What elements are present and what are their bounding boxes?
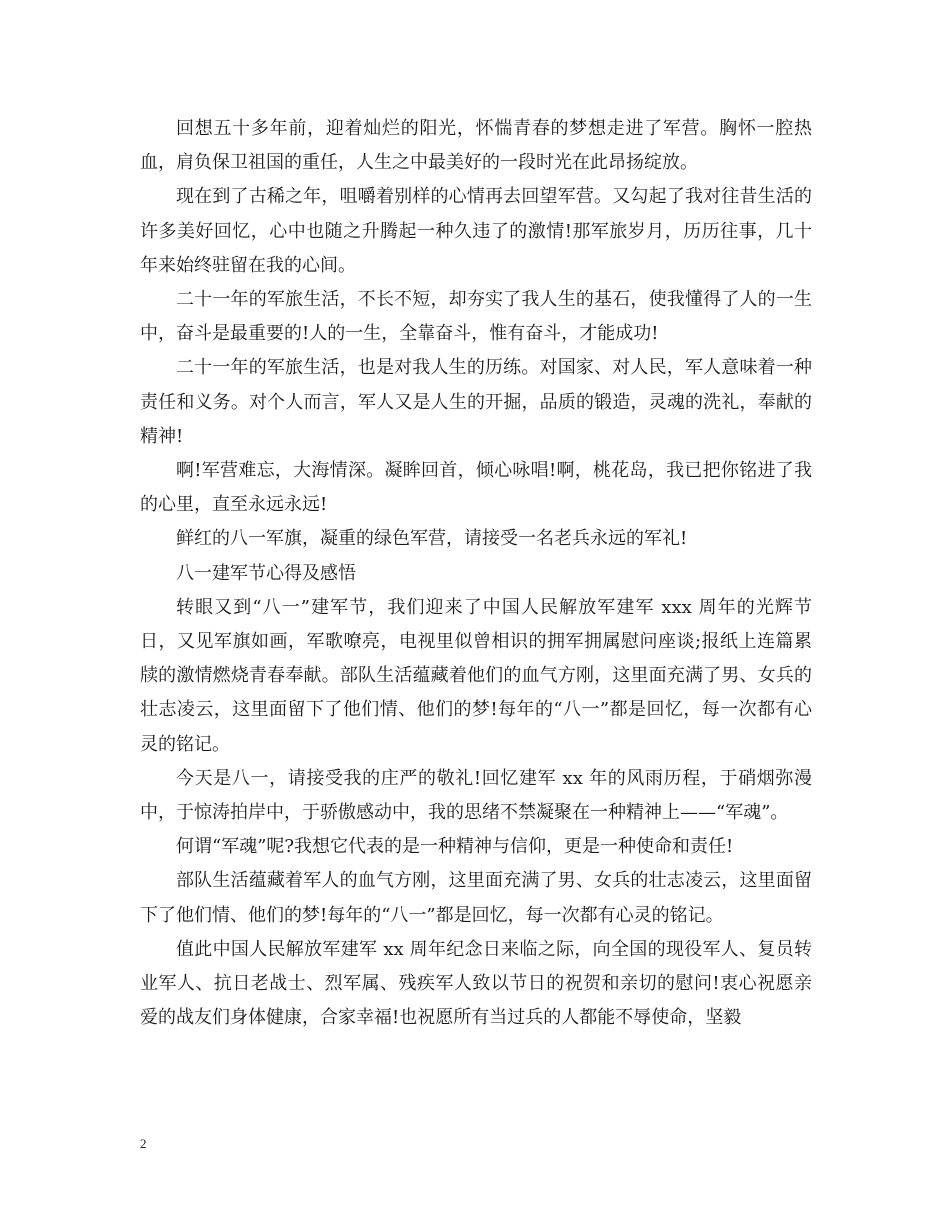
paragraph: 二十一年的军旅生活，不长不短，却夯实了我人生的基石，使我懂得了人的一生中，奋斗是最重要的!人的一生，全靠奋斗，惟有奋斗，才能成功! — [140, 289, 812, 345]
paragraph: 现在到了古稀之年，咀嚼着别样的心情再去回望军营。又勾起了我对往昔生活的许多美好回忆，心中也随之升腾起一种久违了的激情!那军旅岁月，历历往事，几十年来始终驻留在我的心间。 — [140, 186, 812, 276]
section-heading: 八一建军节心得及感悟 — [176, 562, 356, 584]
document-body — [140, 112, 812, 1035]
paragraph: 二十一年的军旅生活，也是对我人生的历练。对国家、对人民，军人意味着一种责任和义务。对个人而言，军人又是人生的开掘，品质的锻造，灵魂的洗礼，奉献的精神! — [140, 357, 812, 447]
paragraph: 部队生活蕴藏着军人的血气方刚，这里面充满了男、女兵的壮志凌云，这里面留下了他们情、他们的梦!每年的“八一”都是回忆，每一次都有心灵的铭记。 — [140, 870, 812, 926]
paragraph: 转眼又到“八一”建军节，我们迎来了中国人民解放军建军 xxx 周年的光辉节日，又见军旗如画，军歌嘹亮，电视里似曾相识的拥军拥属慰问座谈;报纸上连篇累牍的激情燃烧青春奉献。部队生活蕴藏着他们的血气方刚，这里面充满了男、女兵的壮志凌云，这里面留下了他们情、他们的梦!每年的“八一”都是回忆，每一次都有心灵的铭记。 — [140, 596, 812, 755]
paragraph: 回想五十多年前，迎着灿烂的阳光，怀惴青春的梦想走进了军营。胸怀一腔热血，肩负保卫祖国的重任，人生之中最美好的一段时光在此昂扬绽放。 — [140, 118, 812, 174]
paragraph: 今天是八一，请接受我的庄严的敬礼!回忆建军 xx 年的风雨历程，于硝烟弥漫中，于惊涛拍岸中，于骄傲感动中，我的思绪不禁凝聚在一种精神上——“军魂”。 — [140, 767, 812, 824]
paragraph: 啊!军营难忘，大海情深。凝眸回首，倾心咏唱!啊，桃花岛，我已把你铭进了我的心里，直至永远永远! — [140, 460, 812, 516]
paragraph: 鲜红的八一军旗，凝重的绿色军营，请接受一名老兵永远的军礼! — [176, 528, 688, 550]
paragraph: 何谓“军魂”呢?我想它代表的是一种精神与信仰，更是一种使命和责任! — [176, 836, 734, 858]
paragraph: 值此中国人民解放军建军 xx 周年纪念日来临之际，向全国的现役军人、复员转业军人、抗日老战士、烈军属、残疾军人致以节日的祝贺和亲切的慰问!衷心祝愿亲爱的战友们身体健康，合家幸福!也祝愿所有当过兵的人都能不辱使命，坚毅 — [140, 938, 812, 1029]
page-number: 2 — [140, 1136, 147, 1151]
